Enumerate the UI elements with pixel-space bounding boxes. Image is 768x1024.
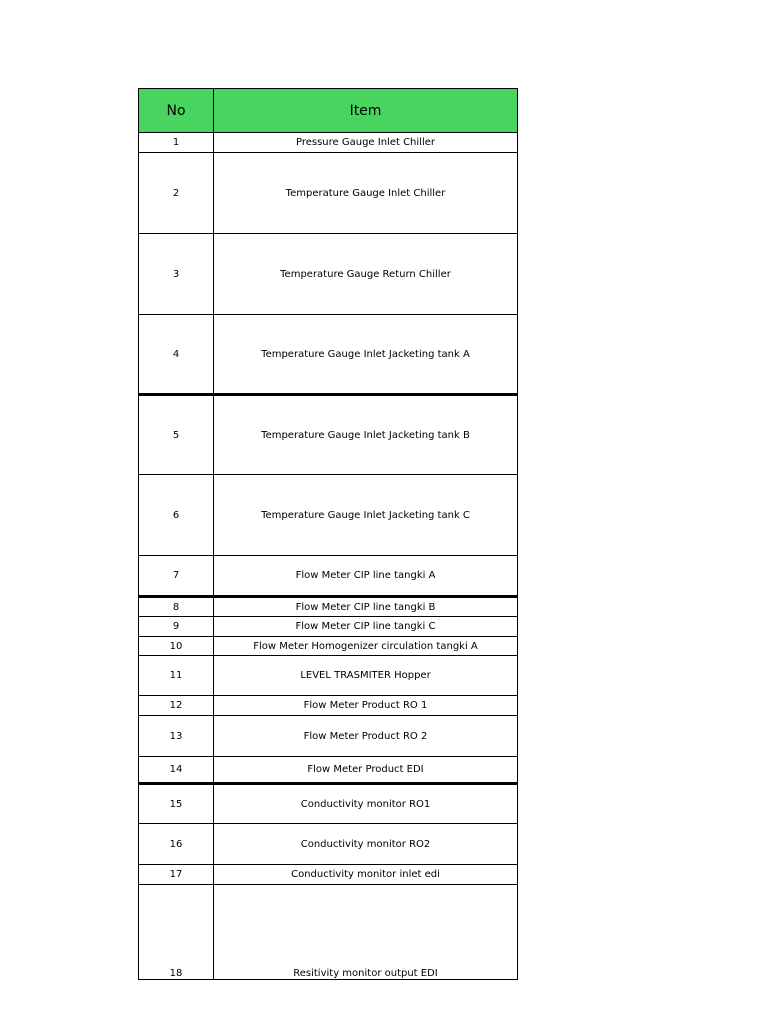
cell-item: Conductivity monitor RO1 (214, 784, 518, 824)
cell-item: Flow Meter Product EDI (214, 757, 518, 784)
cell-item: Temperature Gauge Inlet Jacketing tank B (214, 395, 518, 475)
cell-item: Conductivity monitor inlet edi (214, 865, 518, 885)
table-row (139, 824, 518, 865)
table-row (139, 475, 518, 556)
cell-item: LEVEL TRASMITER Hopper (214, 656, 518, 696)
column-header-no: No (139, 89, 214, 133)
cell-item: Flow Meter CIP line tangki A (214, 556, 518, 597)
cell-no: 9 (139, 617, 214, 637)
cell-item: Flow Meter Product RO 1 (214, 696, 518, 716)
cell-item: Flow Meter CIP line tangki C (214, 617, 518, 637)
cell-no: 1 (139, 133, 214, 153)
cell-no: 11 (139, 656, 214, 696)
cell-item: Conductivity monitor RO2 (214, 824, 518, 865)
cell-no: 4 (139, 315, 214, 395)
cell-item: Flow Meter CIP line tangki B (214, 597, 518, 617)
cell-no: 3 (139, 234, 214, 315)
cell-no: 2 (139, 153, 214, 234)
table-row (139, 656, 518, 696)
table-row (139, 716, 518, 757)
table-row (139, 153, 518, 234)
table-row (139, 234, 518, 315)
cell-no: 12 (139, 696, 214, 716)
cell-no: 5 (139, 395, 214, 475)
instrument-table (138, 88, 518, 980)
cell-no: 18 (139, 885, 214, 980)
table-row (139, 133, 518, 153)
table-row (139, 696, 518, 716)
cell-item: Temperature Gauge Inlet Chiller (214, 153, 518, 234)
cell-item: Flow Meter Product RO 2 (214, 716, 518, 757)
cell-item: Pressure Gauge Inlet Chiller (214, 133, 518, 153)
table-header-row (139, 89, 518, 133)
spreadsheet-page (138, 88, 517, 979)
table-body (139, 133, 518, 980)
cell-item: Flow Meter Homogenizer circulation tangki A (214, 637, 518, 656)
cell-no: 7 (139, 556, 214, 597)
cell-no: 15 (139, 784, 214, 824)
cell-no: 16 (139, 824, 214, 865)
cell-item: Temperature Gauge Inlet Jacketing tank A (214, 315, 518, 395)
cell-no: 17 (139, 865, 214, 885)
table-row (139, 885, 518, 980)
cell-item: Temperature Gauge Return Chiller (214, 234, 518, 315)
cell-no: 10 (139, 637, 214, 656)
table-row (139, 865, 518, 885)
cell-no: 8 (139, 597, 214, 617)
table-row (139, 556, 518, 597)
table-row (139, 395, 518, 475)
cell-item: Resitivity monitor output EDI (214, 885, 518, 980)
column-header-item: Item (214, 89, 518, 133)
table-row (139, 315, 518, 395)
cell-no: 14 (139, 757, 214, 784)
table-row (139, 617, 518, 637)
cell-no: 6 (139, 475, 214, 556)
cell-item: Temperature Gauge Inlet Jacketing tank C (214, 475, 518, 556)
table-row (139, 757, 518, 784)
table-row (139, 637, 518, 656)
table-row (139, 597, 518, 617)
table-row (139, 784, 518, 824)
cell-no: 13 (139, 716, 214, 757)
